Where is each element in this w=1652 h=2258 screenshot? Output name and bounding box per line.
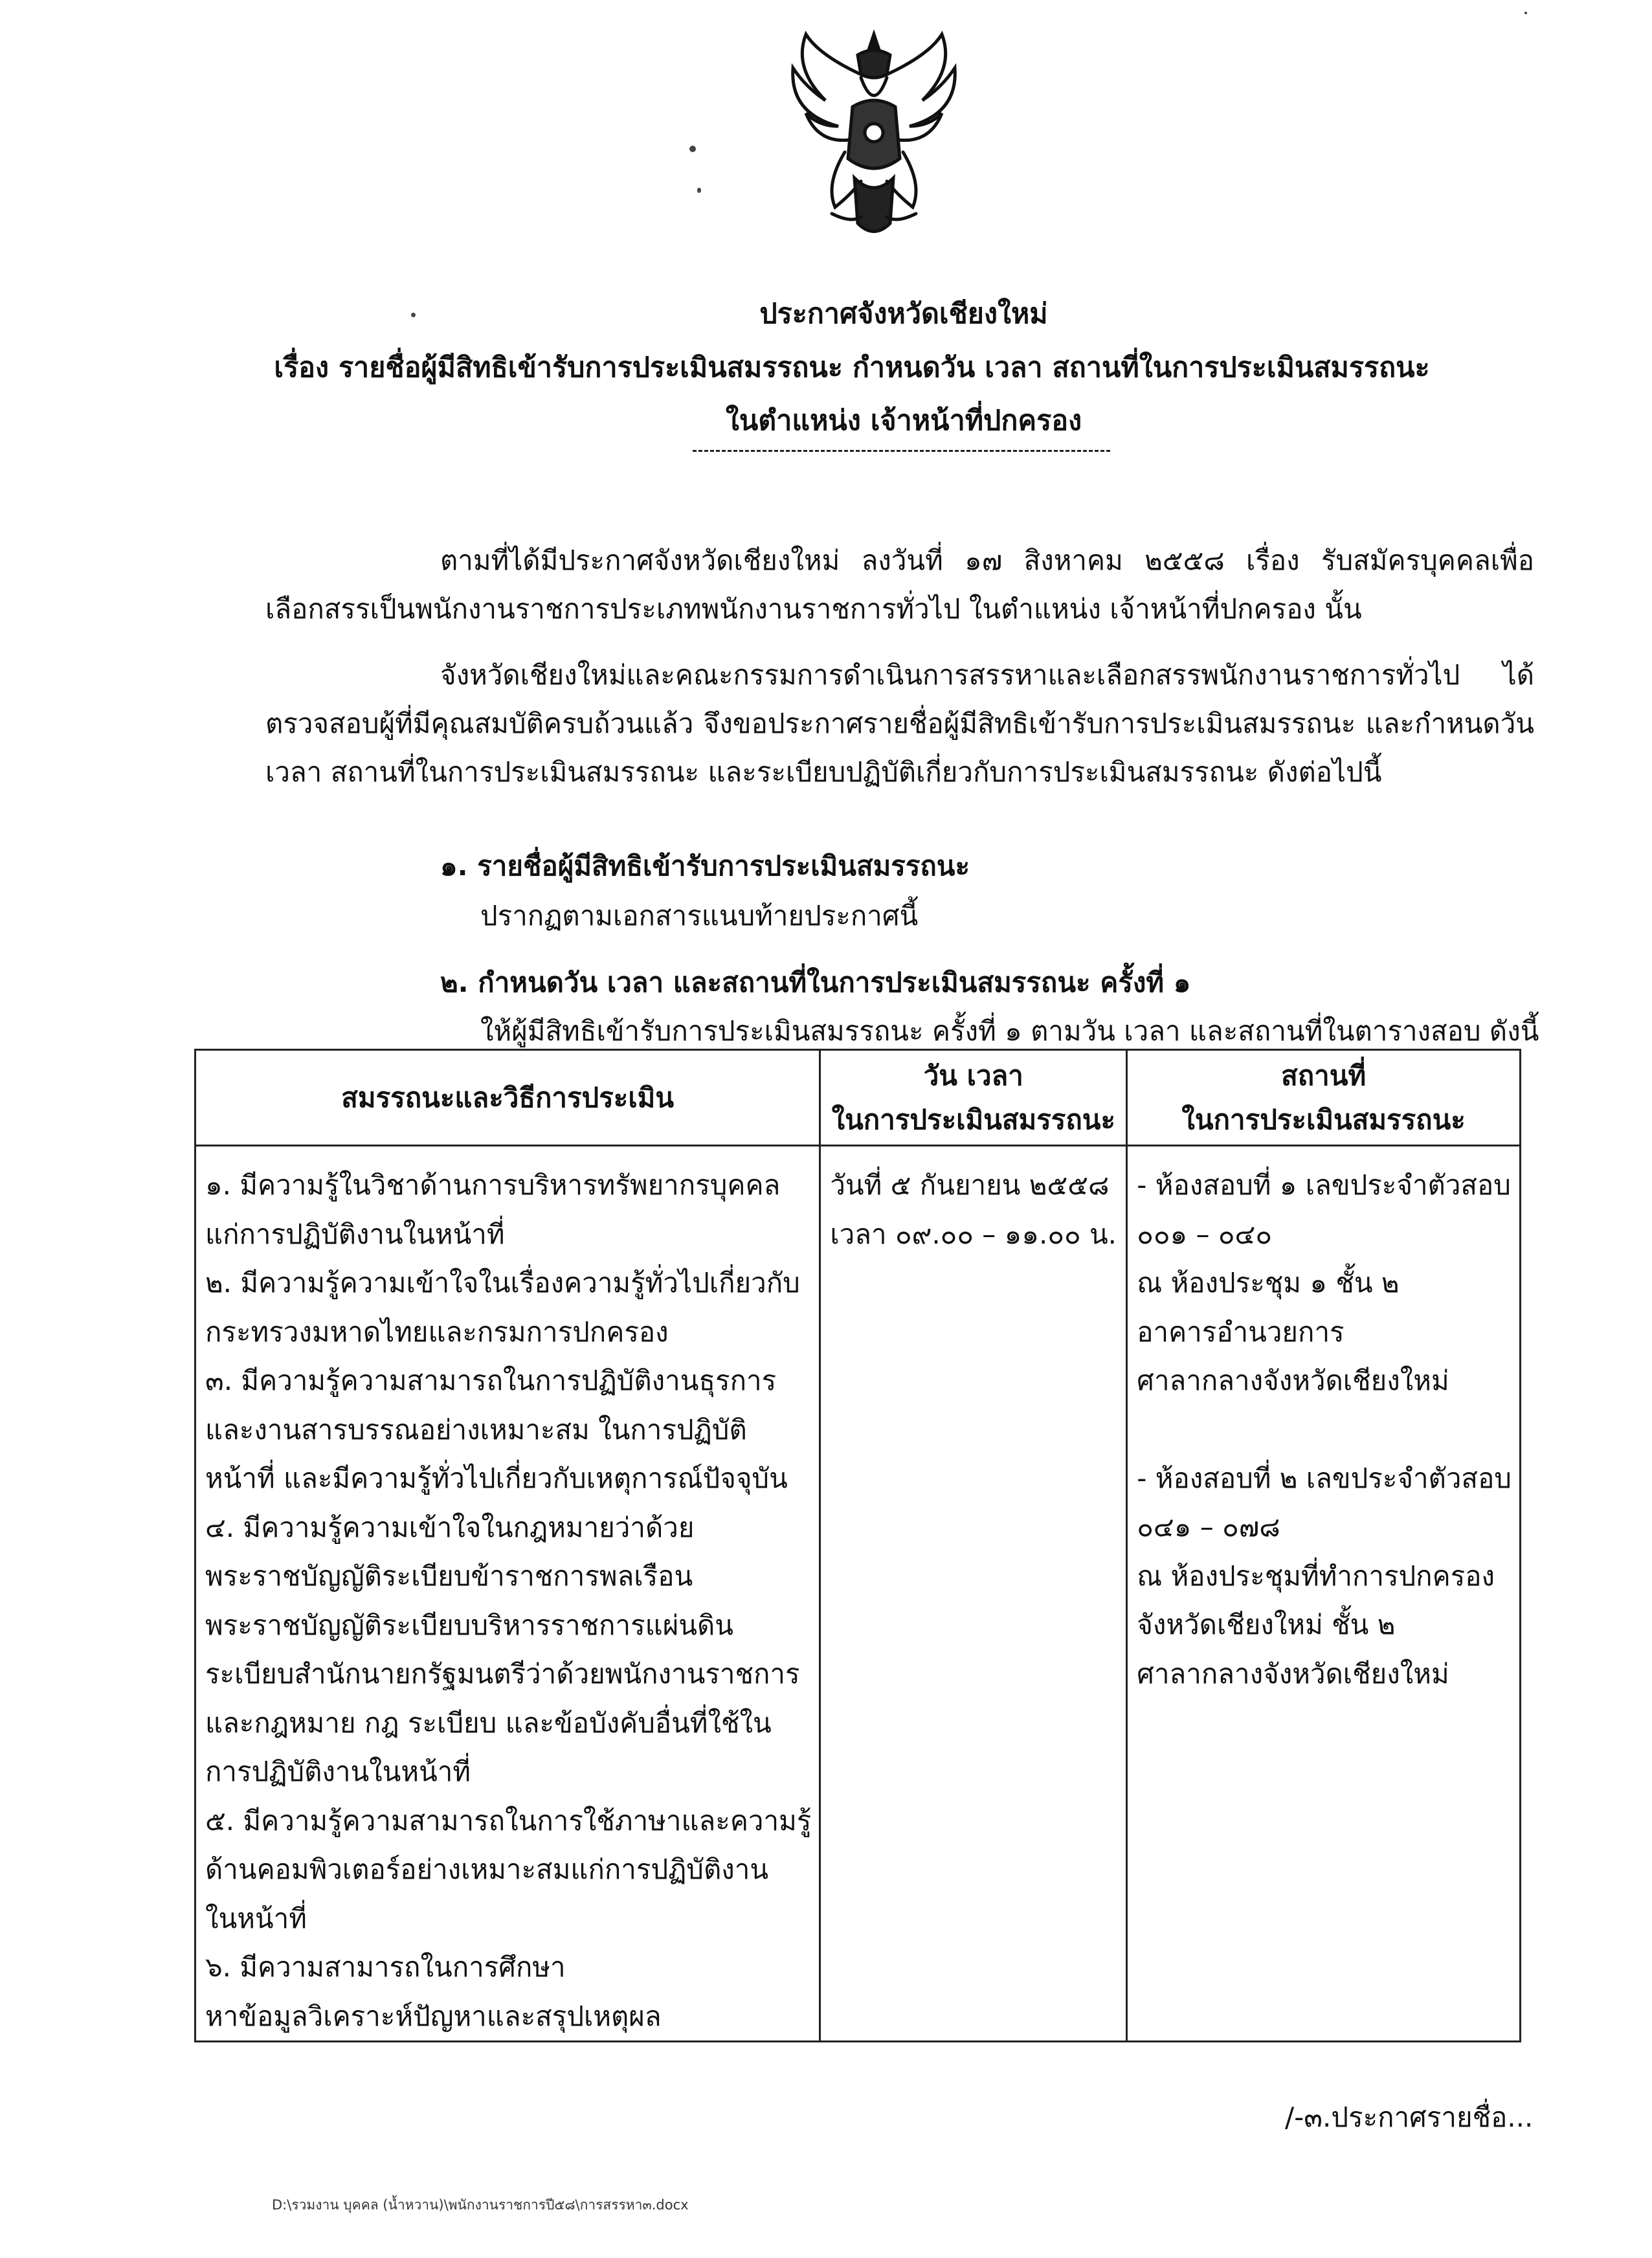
competency-line: และกฎหมาย กฎ ระเบียบ และข้อบังคับอื่นที่ใช้ใน	[205, 1706, 772, 1739]
competency-cell	[195, 1146, 820, 2042]
garuda-emblem	[780, 29, 968, 246]
venue-line: จังหวัดเชียงใหม่ ชั้น ๒	[1137, 1609, 1396, 1640]
competency-line: ๔. มีความรู้ความเข้าใจในกฎหมายว่าด้วย	[205, 1511, 695, 1543]
competency-line: ระเบียบสำนักนายกรัฐมนตรีว่าด้วยพนักงานราชการ	[205, 1658, 800, 1690]
competency-line: กระทรวงมหาดไทยและกรมการปกครอง	[205, 1315, 669, 1348]
scan-speck	[411, 313, 416, 317]
announcement-position: ในตำแหน่ง เจ้าหน้าที่ปกครอง	[725, 405, 1082, 437]
competency-line: ด้านคอมพิวเตอร์อย่างเหมาะสมแก่การปฏิบัติงาน	[205, 1853, 769, 1885]
table-row	[195, 1146, 1521, 2042]
venue-line: - ห้องสอบที่ ๒ เลขประจำตัวสอบ	[1137, 1462, 1512, 1494]
datetime-cell	[820, 1146, 1127, 2042]
competency-line: ๑. มีความรู้ในวิชาด้านการบริหารทรัพยากรบุคคล	[205, 1169, 781, 1201]
announcement-title: ประกาศจังหวัดเชียงใหม่	[759, 298, 1048, 330]
competency-line: ๓. มีความรู้ความสามารถในการปฏิบัติงานธุรการ	[205, 1365, 777, 1396]
assessment-time: เวลา ๐๙.๐๐ – ๑๑.๐๐ น.	[830, 1218, 1117, 1250]
competency-line: ในหน้าที่	[205, 1902, 307, 1934]
venue-line: ๐๔๑ – ๐๗๘	[1137, 1511, 1280, 1543]
section-2-heading: ๒. กำหนดวัน เวลา และสถานที่ในการประเมินสมรรถนะ ครั้งที่ ๑	[440, 967, 1191, 998]
scan-speck	[697, 188, 701, 193]
competency-line: แก่การปฏิบัติงานในหน้าที่	[205, 1218, 505, 1250]
venue-spacer	[1137, 1405, 1512, 1454]
competency-line: ๒. มีความรู้ความเข้าใจในเรื่องความรู้ทั่วไปเกี่ยวกับ	[205, 1267, 800, 1299]
venue-line: อาคารอำนวยการ	[1137, 1315, 1345, 1348]
section-1-text: ปรากฏตามเอกสารแนบท้ายประกาศนี้	[480, 900, 919, 932]
venue-line: ศาลากลางจังหวัดเชียงใหม่	[1137, 1657, 1449, 1690]
intro-text: ตามที่ได้มีประกาศจังหวัดเชียงใหม่ ลงวันที่ ๑๗ สิงหาคม ๒๕๕๘ เรื่อง รับสมัครบุคคลเพื่อเลือกสรรเป็นพนักงานราชการประเภทพนักงานราชการทั่วไป ในตำแหน่ง เจ้าหน้าที่ปกครอง นั้น	[265, 544, 1534, 625]
assessment-date: วันที่ ๕ กันยายน ๒๕๕๘	[830, 1169, 1110, 1201]
competency-line: หาข้อมูลวิเคราะห์ปัญหาและสรุปเหตุผล	[205, 2000, 662, 2032]
venue-line: ณ ห้องประชุม ๑ ชั้น ๒	[1137, 1267, 1400, 1299]
section-1-heading: ๑. รายชื่อผู้มีสิทธิเข้ารับการประเมินสมรรถนะ	[440, 850, 970, 882]
competency-line: พระราชบัญญัติระเบียบบริหารราชการแผ่นดิน	[205, 1609, 734, 1641]
continuation-note: /-๓.ประกาศรายชื่อ...	[1285, 2101, 1534, 2133]
venue-line: ๐๐๑ – ๐๔๐	[1137, 1218, 1272, 1250]
committee-text: จังหวัดเชียงใหม่และคณะกรรมการดำเนินการสรรหาและเลือกสรรพนักงานราชการทั่วไป ได้ตรวจสอบผู้ที่มีคุณสมบัติครบถ้วนแล้ว จึงขอประกาศรายชื่อผู้มีสิทธิเข้ารับการประเมินสมรรถนะ และกำหนดวัน เวลา สถานที่ในการประเมินสมรรถนะ และระเบียบปฏิบัติเกี่ยวกับการประเมินสมรรถนะ ดังต่อไปนี้	[265, 659, 1534, 788]
competency-line: ๕. มีความรู้ความสามารถในการใช้ภาษาและความรู้	[205, 1804, 812, 1837]
file-path: D:\รวมงาน บุคคล (น้ำหวาน)\พนักงานราชการปี๕๘\การสรรหา๓.docx	[272, 2197, 689, 2213]
intro-paragraph	[265, 536, 1534, 633]
venue-line: ณ ห้องประชุมที่ทำการปกครอง	[1137, 1559, 1495, 1592]
competency-line: หน้าที่ และมีความรู้ทั่วไปเกี่ยวกับเหตุการณ์ปัจจุบัน	[205, 1462, 788, 1494]
section-2-text: ให้ผู้มีสิทธิเข้ารับการประเมินสมรรถนะ ครั้งที่ ๑ ตามวัน เวลา และสถานที่ในตารางสอบ ดังนี้	[480, 1015, 1539, 1047]
competency-line: ๖. มีความสามารถในการศึกษา	[205, 1951, 566, 1983]
header-datetime-line1: วัน เวลา	[923, 1059, 1023, 1091]
venue-cell	[1127, 1146, 1521, 2042]
header-venue-line1: สถานที่	[1281, 1059, 1367, 1091]
header-datetime	[820, 1050, 1127, 1146]
announcement-subject: เรื่อง รายชื่อผู้มีสิทธิเข้ารับการประเมินสมรรถนะ กำหนดวัน เวลา สถานที่ในการประเมินสมรรถนะ	[274, 352, 1430, 384]
header-separator	[693, 450, 1110, 452]
competency-line: และงานสารบรรณอย่างเหมาะสม ในการปฏิบัติ	[205, 1413, 747, 1446]
venue-line: - ห้องสอบที่ ๑ เลขประจำตัวสอบ	[1137, 1169, 1511, 1201]
competency-line: การปฏิบัติงานในหน้าที่	[205, 1756, 471, 1787]
header-competency: สมรรถนะและวิธีการประเมิน	[195, 1050, 820, 1146]
committee-paragraph	[265, 651, 1534, 796]
venue-line: ศาลากลางจังหวัดเชียงใหม่	[1137, 1365, 1449, 1396]
table-header-row	[195, 1050, 1521, 1146]
scan-speck	[1524, 12, 1527, 14]
assessment-schedule-table	[194, 1049, 1521, 2042]
competency-line: พระราชบัญญัติระเบียบข้าราชการพลเรือน	[205, 1560, 693, 1592]
header-datetime-line2: ในการประเมินสมรรถนะ	[831, 1103, 1116, 1135]
header-venue-line2: ในการประเมินสมรรถนะ	[1181, 1103, 1466, 1135]
scan-speck	[689, 146, 696, 152]
header-venue	[1127, 1050, 1521, 1146]
